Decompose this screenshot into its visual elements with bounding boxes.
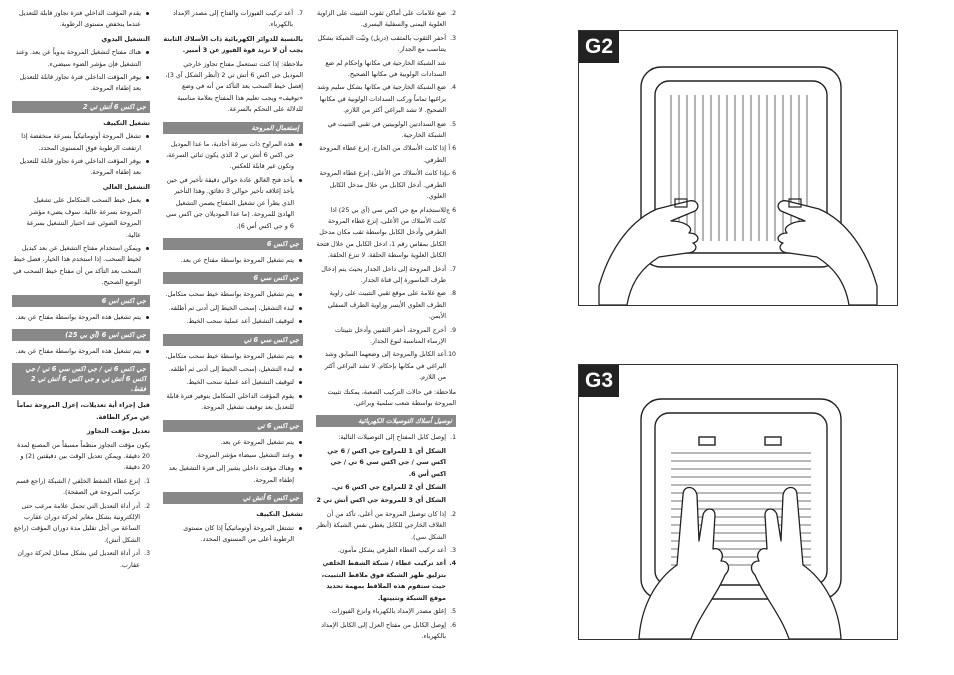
list-item: يقدم المؤقت الداخلي فترة تجاوز قابلة للتعديل عندما ينخفض مستوى الرطوبة.	[12, 8, 141, 31]
gxs6-ip25-bullets	[12, 346, 150, 357]
list-item: 5. إغلق مصدر الإمداد بالكهرباء وانزع الفيوزات.	[329, 607, 456, 616]
fan-grille-illustration-g2	[579, 31, 897, 305]
list-item: هذه المراوح ذات سرعة أحادية، ما عدا الموديل جي اكس 6 أتش تي 2 الذي يكون ثنائي السرعة، وتكون غير قابلة للعكس.	[163, 139, 294, 173]
fan-grille-illustration-g3	[579, 365, 897, 639]
gx6t-bullets	[163, 437, 303, 487]
gxs6-bullets	[12, 312, 150, 323]
list-item: 6. إوصل الكابل من مفتاح العزل إلى الكابل الإمداد بالكهرباء.	[321, 620, 456, 640]
list-item: ويمكن استخدام مفتاح التشغيل عن بعد كبديل لخيط السحب. إذا استخدم هذا الخيار، فصل خيط السحب بعد التأكد من أن مفتاح خيط السحب في الوضع الصحيح.	[12, 243, 141, 289]
wiring-steps	[316, 432, 456, 642]
list-item: 10. أعد الكابل والمروحة إلى وضعهما السابق وشد البراغي في مكانها بإحكام. لا تشد البراغي أكثر من اللازم.	[324, 350, 456, 382]
cond-title: تشغيل التكييف	[256, 510, 303, 519]
list-item: 3. أحفر الثقوب بالمثقب (دريل) وثبّت الشبكة بشكل يتناسب مع الجدار.	[317, 33, 456, 54]
list-item: وعند التشغيل سيضاء مؤشر المروحة.	[163, 450, 294, 461]
bypass-note: ملاحظة: إذا كنت تستعمل مفتاح تجاوز خارجي الموديل جي اكس 6 أتش تي 2 (أنظر الشكل آي 3)، إفصل خيط السحب بعد التأكد من أنه في وضع «توقيف» ويجب تعليم هذا المفتاح بعلامة مناسبة للدلالة على التحكم بالسرعة.	[165, 59, 303, 114]
list-item: 7. أدخل المروحة إلى داخل الجدار بحيث يتم إدخال طرف الماسورة إلى قناة الجدار.	[321, 264, 456, 284]
list-item: 3. أدر أداة التعديل لتي بشكل مماثل لحركة دوران عقارب.	[17, 549, 150, 569]
list-item: 8. ضع علامة على موقع ثقبي التثبيت على زاوية الطرف العلوي الأيسر وزاوية الطرف السفلي الأيمن.	[327, 289, 456, 321]
top-steps	[163, 8, 303, 31]
list-item: 2. أدر أداة التعديل التي تحمل علامة مرعب حتى الإلكترونية بشكل مغاير لحركة دوران عقارب الساعة من أجل تقليل مدة دوران المؤقت (راجع الشكل أتش).	[14, 501, 150, 544]
list-item: هناك مفتاح لتشغيل المروحة يدوياً عن بعد. وعند التشغيل فإن مؤشر الضوء سيضيء.	[12, 47, 141, 70]
list-item: لبدء التشغيل، إسحب الخيط إلى أدنى ثم أطلقه.	[163, 303, 294, 314]
list-item: الشكل أي 3 للمروحة جي اكس أتش تي 2	[316, 496, 446, 505]
warning-text: قبل إجراء أية تعديلات، إعزل المروحة تماماً عن مركز الطاقة.	[16, 401, 150, 421]
section-header-gxs6-ip25: جي اكس اس 6 (آي بي 25)	[12, 329, 150, 341]
timer-text: يكون مؤقت التجاوز منظماً مسبقاً من المصنع لمدة 20 دقيقة. ويمكن تعديل الوقت بين دقيقتين (2) و 20 دقيقة.	[17, 440, 150, 472]
list-item: تشغل المروحة أوتوماتيكياً بسرعة منخفضة إذا ارتفعت الرطوبة فوق المستوى المحدد.	[12, 131, 141, 154]
section-header-use: إستعمال المروحة	[163, 122, 303, 134]
list-item: يوفر المؤقت الداخلي فترة تجاوز قابلة للتعديل بعد إطفاء المروحة.	[12, 156, 141, 179]
list-item: 1. إنزع غطاء الشفط الخلفي / الشبكة (راجع قسم تركيب المروحة في الصفحة).	[15, 476, 150, 497]
manual-bullets	[12, 47, 150, 95]
list-item: 6 ب إذا كانت الأسلاك من الأعلى، إنزع غطاء المروحة الطرفي. أدخل الكابل من خلال مدخل الكابل العلوي.	[319, 169, 456, 201]
list-item: لبدء التشغيل، إسحب الخيط إلى أدنى ثم أطلقه.	[163, 364, 294, 375]
list-item: يتم تشغيل المروحة بواسطة خيط سحب متكامل.	[163, 351, 294, 362]
section-header-multi: جي اكس 6 تي / جي اكس سي 6 تي / جي اكس 6 أتش تي و جي اكس 6 أتش تي 2 فقط.	[12, 363, 150, 395]
list-item: 6 ج للاستخدام مع جي اكس سي (آي بي 25) اذا كانت الأسلاك من الأعلى، إنزع غطاء المروحة الطرفي وأدخل الكابل بواسطة ثقب مكان مدخل الكابل بمقاس رقم 1، ادخل الكابل من خلال فتحة الكابل العلوية بواسطة الحلقة. لا تنزع الحلقة.	[316, 205, 456, 260]
list-item: يتم تشغيل المروحة بواسطة مفتاح عن بعد.	[163, 255, 294, 266]
list-item: 4. أعد تركيب غطاء / شبكة الشفط الخلفي بتزليق ظهر الشبكة فوق ملاقط التثبيت، حيث ستقوم هذه الملاقط بمهمة تحديد موقع الشبكة وتثبيتها.	[321, 559, 456, 602]
timer-title: تعديل مؤقت التجاوز	[86, 427, 150, 436]
install-steps	[316, 8, 456, 384]
list-item: 3. أعد تركيب الغطاء الطرفي بشكل مأمون.	[337, 546, 456, 555]
list-item: 9. أخرج المروحة، أحفر الثقبين وأدخل تثبيتات الإرساء المناسبة لنوع الجدار.	[334, 325, 456, 345]
manual-title: التشغيل اليدوي	[101, 34, 150, 43]
high-title: التشغيل العالي	[102, 182, 150, 191]
list-item: الشكل أي 2 للمراوح جي اكس 6 تي.	[331, 483, 446, 492]
figure-label-g2: G2	[579, 31, 619, 63]
list-item: 2. إذا كان توصيل المروحة من أعلى، تأكد من أن الغلاف الخارجي للكابل يغطي نفس الشبكة (أنظر الشكل سي).	[316, 509, 456, 541]
list-item: يتم تشغيل المروحة بواسطة خيط سحب متكامل.	[163, 289, 294, 300]
section-header-gx6: جي اكس 6	[163, 238, 303, 250]
auto-title: تشغيل التكييف	[103, 118, 150, 127]
gxc6-bullets	[163, 289, 303, 327]
list-item: الشكل أي 1 للمراوح جي اكس / 6 جي اكس سي / جي اكس سي 6 تي / جي اكس أس 6.	[327, 446, 446, 478]
list-item: يتم تشغيل المروحة عن بعد.	[163, 437, 294, 448]
column-left	[12, 8, 150, 574]
intro-bullets	[12, 8, 150, 31]
gx6ht-bullets	[163, 523, 303, 546]
install-note: ملاحظة: في حالات التركيب الصعبة، يمكنك تثبيت المروحة بواسطة شعب سلمية وبراغي.	[327, 387, 456, 407]
list-item: يعمل خيط السحب المتكامل على تشغيل المروحة بسرعة عالية. سوف يضيء مؤشر المروحة الضوئي عند اختيار التشغيل بسرعة عالية.	[12, 195, 141, 241]
section-header-gxs6: جي اكس اس 6	[12, 295, 150, 307]
list-item: وهناك مؤقت داخلي يشير إلى فترة التشغيل بعد إطفاء المروحة.	[163, 463, 294, 486]
section-header-gx6t: جي اكس 6 تي	[163, 420, 303, 432]
list-item: 2. ضع علامات على أماكن ثقوب التثبيت على الزاوية العلوية اليمنى والسفلية اليسرى.	[317, 9, 456, 29]
list-item: يتم تشغيل هذه المروحة بواسطة مفتاح عن بعد.	[12, 346, 141, 357]
auto-bullets	[12, 131, 150, 179]
figure-g3	[578, 364, 898, 640]
list-item: تشتغل المروحة أوتوماتيكياً إذا كان مستوى الرطوبة أعلى من المستوى المحدد.	[163, 523, 294, 546]
fuse-note: بالنسبة للدوائر الكهربائية ذات الأسلاك الثابتة يجب أن لا تزيد قوة الفيوز عن 3 أمبير.	[163, 34, 303, 55]
high-bullets	[12, 195, 150, 288]
list-item: 5. ضع السدادتين الولوبيتين في ثقبي التثبيت في الشبكة الخارجية.	[327, 119, 456, 140]
section-header-gx6ht: جي اكس 6 أتش تي	[163, 492, 303, 504]
section-header-wiring: توصيل أسلاك التوصيلات الكهربائية	[316, 415, 456, 427]
list-item: يقوم المؤقت الداخلي المتكامل بتوفير فترة قابلة للتعديل بعد توقيف تشغيل المروحة.	[163, 391, 294, 414]
column-middle	[163, 8, 303, 548]
timer-steps	[12, 476, 150, 571]
list-item: 7. أعد تركيب الفيوزات والفتاح إلى مصدر الإمداد بالكهرباء.	[172, 9, 303, 29]
section-header-gxc6t: جي اكس سي 6 تي	[163, 334, 303, 346]
list-item: يوفر المؤقت الداخلي فترة تجاوز قابلة للتعديل بعد إطفاء المروحة.	[12, 72, 141, 95]
list-item: يتم تشغيل هذه المروحة بواسطة مفتاح عن بعد.	[12, 312, 141, 323]
figure-g2	[578, 30, 898, 306]
use-bullets	[163, 139, 303, 232]
gx6-bullets	[163, 255, 303, 266]
list-item: شد الشبكة الخارجية في مكانها وإحكام لم ضع السدادات الولوبية في مكانها الصحيح.	[325, 58, 446, 79]
list-item: لتوقيف التشغيل أعد عملية سحب الخيط.	[163, 316, 294, 327]
section-header-gx6ht2: جي اكس 6 أتش تي 2	[12, 101, 150, 113]
list-item: 1. إوصل كابل المفتاح إلى التوصيلات التالية:	[338, 433, 456, 442]
list-item: لتوقيف التشغيل أعد عملية سحب الخيط.	[163, 377, 294, 388]
section-header-gxc6: جي اكس سي 6	[163, 272, 303, 284]
column-right	[316, 8, 456, 645]
list-item: يأخذ فتح الغالق عادة حوالي دقيقة تأخير في حين يأخذ إغلاقه تأخير حوالي 3 دقائق. وهذا التأخير الذي يطرأ عن تشغيل المفتاح يضمن التشغيل الهادئ للمروحة. (ما عدا الموديلان جي اكس سي 6 و جي اكس أس 6).	[163, 175, 294, 232]
gxc6t-bullets	[163, 351, 303, 414]
list-item: 4. ضع الشبكة الخارجية في مكانها بشكل سليم وشد براغيها تماماً وركب السدادات الولوبية في مكانها الصحيح. لا تشد البراغي أكثر من اللازم.	[317, 83, 456, 115]
list-item: 6 أ إذا كانت الأسلاك من الخارج، إنزع غطاء المروحة الطرفي.	[319, 144, 456, 164]
figure-label-g3: G3	[579, 365, 619, 397]
